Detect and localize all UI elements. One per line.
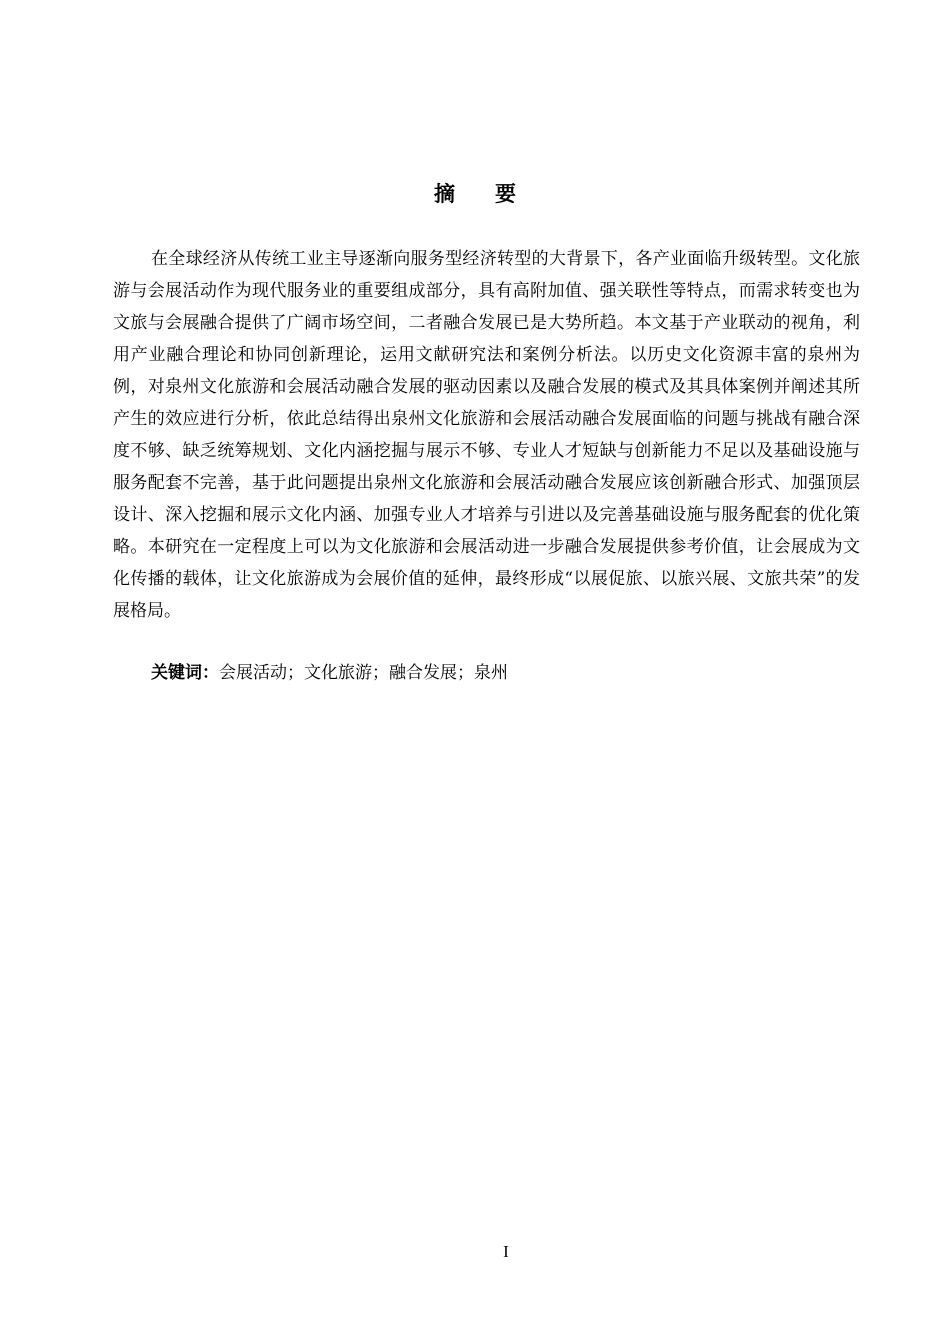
abstract-body: 在全球经济从传统工业主导逐渐向服务型经济转型的大背景下，各产业面临升级转型。文化旅游与会展活动作为现代服务业的重要组成部分，具有高附加值、强关联性等特点，而需求转变也为文旅与会展融合提供了广阔市场空间，二者融合发展已是大势所趋。本文基于产业联动的视角，利用产业融合理论和协同创新理论，运用文献研究法和案例分析法。以历史文化资源丰富的泉州为例，对泉州文化旅游和会展活动融合发展的驱动因素以及融合发展的模式及其具体案例并阐述其所产生的效应进行分析，依此总结得出泉州文化旅游和会展活动融合发展面临的问题与挑战有融合深度不够、缺乏统筹规划、文化内涵挖掘与展示不够、专业人才短缺与创新能力不足以及基础设施与服务配套不完善，基于此问题提出泉州文化旅游和会展活动融合发展应该创新融合形式、加强顶层设计、深入挖掘和展示文化内涵、加强专业人才培养与引进以及完善基础设施与服务配套的优化策略。本研究在一定程度上可以为文化旅游和会展活动进一步融合发展提供参考价值，让会展成为文化传播的载体，让文化旅游成为会展价值的延伸，最终形成“以展促旅、以旅兴展、文旅共荣”的发展格局。 bbox=[113, 249, 860, 621]
keywords-label: 关键词： bbox=[151, 663, 219, 683]
page-title: 摘要 bbox=[434, 182, 556, 206]
keywords-line bbox=[151, 657, 851, 689]
keywords-value: 会展活动；文化旅游；融合发展；泉州 bbox=[219, 663, 508, 683]
page-number: I bbox=[503, 1242, 509, 1261]
